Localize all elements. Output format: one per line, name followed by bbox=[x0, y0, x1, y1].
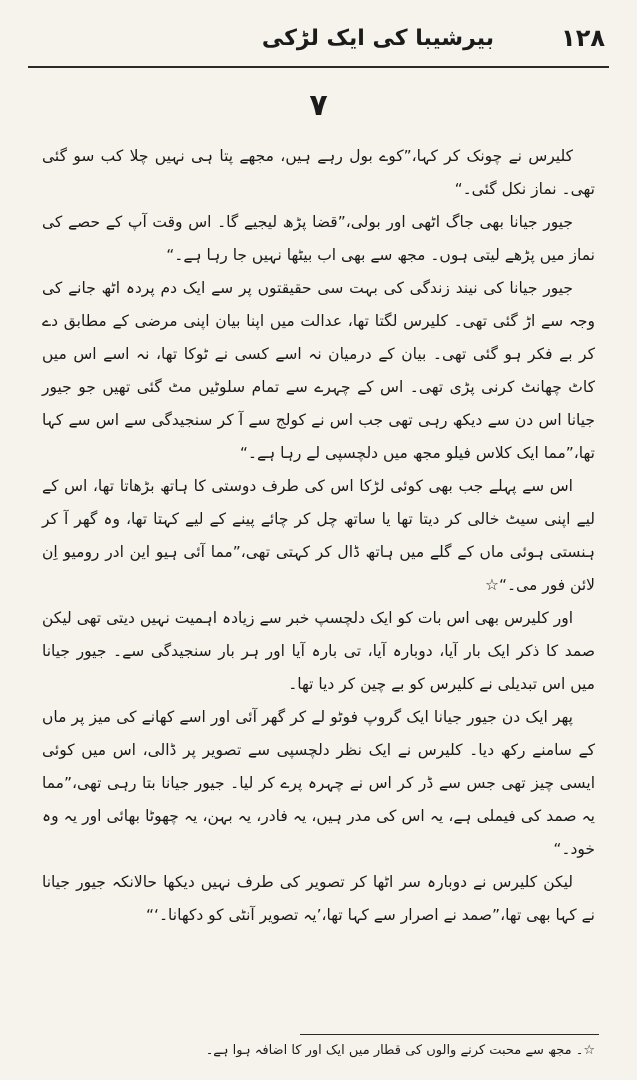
paragraph: کلیرس نے چونک کر کہا،”کوے بول رہے ہیں، مجھے پتا ہی نہیں چلا کب سو گئی تھی۔ نماز نکل گئی۔“ bbox=[42, 147, 595, 198]
paragraph: جیور جیانا بھی جاگ اٹھی اور بولی،”قضا پڑھ لیجیے گا۔ اس وقت آپ کے حصے کی نماز میں پڑھے لیتی ہوں۔ مجھ سے بھی اب بیٹھا نہیں جا رہا ہے۔“ bbox=[42, 213, 595, 264]
running-title: بیرشیبا کی ایک لڑکی bbox=[261, 26, 494, 51]
paragraph: جیور جیانا کی نیند زندگی کی بہت سی حقیقتوں پر سے ایک دم پردہ اٹھ جانے کی وجہ سے اڑ گئی تھی۔ کلیرس لگتا تھا، عدالت میں اپنا بیان اپنی مرضی کے مطابق دے کر بے فکر ہو گئی تھی۔ بیان کے درمیان نہ اسے کسی نے ٹوکا تھا، نہ اسے اس میں کاٹ چھانٹ کرنی پڑی تھی۔ اس کے چہرے سے تمام سلوٹیں مٹ گئی تھیں جو جیور جیانا اس دن سے دیکھ رہی تھی جب اس نے کولج سے آ کر سنجیدگی سے اس سے کہا تھا،”مما ایک کلاس فیلو مجھ میں دلچسپی لے رہا ہے۔“ bbox=[42, 279, 595, 462]
chapter-number: ۷ bbox=[309, 88, 328, 123]
footnote-divider bbox=[300, 1034, 599, 1035]
body-text bbox=[42, 140, 595, 932]
paragraph: لیکن کلیرس نے دوبارہ سر اٹھا کر تصویر کی طرف نہیں دیکھا حالانکہ جیور جیانا نے کہا بھی تھا،”صمد نے اصرار سے کہا تھا،’یہ تصویر آنٹی کو دکھانا۔‘“ bbox=[42, 873, 595, 924]
footnote: ☆۔ مجھ سے محبت کرنے والوں کی قطار میں ایک اور کا اضافہ ہوا ہے۔ bbox=[205, 1043, 595, 1058]
paragraph: اس سے پہلے جب بھی کوئی لڑکا اس کی طرف دوستی کا ہاتھ بڑھاتا تھا، اس کے لیے اپنی سیٹ خالی کر دیتا تھا یا ساتھ چل کر چائے پینے کے لیے کہتا تھا، وہ گھر آ کر ہنستی ہوئی ماں کے گلے میں ہاتھ ڈال کر کہتی تھی،”مما آئی ہیو این ادر رومیو اِن لائن فور می۔“☆ bbox=[42, 477, 595, 594]
page-header bbox=[28, 14, 609, 68]
paragraph: اور کلیرس بھی اس بات کو ایک دلچسپ خبر سے زیادہ اہمیت نہیں دیتی تھی لیکن صمد کا ذکر ایک بار آیا، دوبارہ آیا، تی بارہ آیا اور ہر بار سنجیدگی سے۔ جیور جیانا میں اس تبدیلی نے کلیرس کو بے چین کر دیا تھا۔ bbox=[42, 609, 595, 693]
paragraph: پھر ایک دن جیور جیانا ایک گروپ فوٹو لے کر گھر آئی اور اسے کھانے کی میز پر ماں کے سامنے رکھ دیا۔ کلیرس نے ایک نظر دلچسپی سے تصویر پر ڈالی، اس میں کوئی ایسی چیز تھی جس سے ڈر کر اس نے چہرہ پرے کر لیا۔ جیور جیانا بتا رہی تھی،”مما یہ صمد کی فیملی ہے، یہ اس کی مدر ہیں، یہ فادر، یہ بہن، یہ چھوٹا بھائی اور یہ وہ خود۔“ bbox=[42, 708, 595, 858]
page-number: ۱۲۸ bbox=[561, 24, 605, 52]
